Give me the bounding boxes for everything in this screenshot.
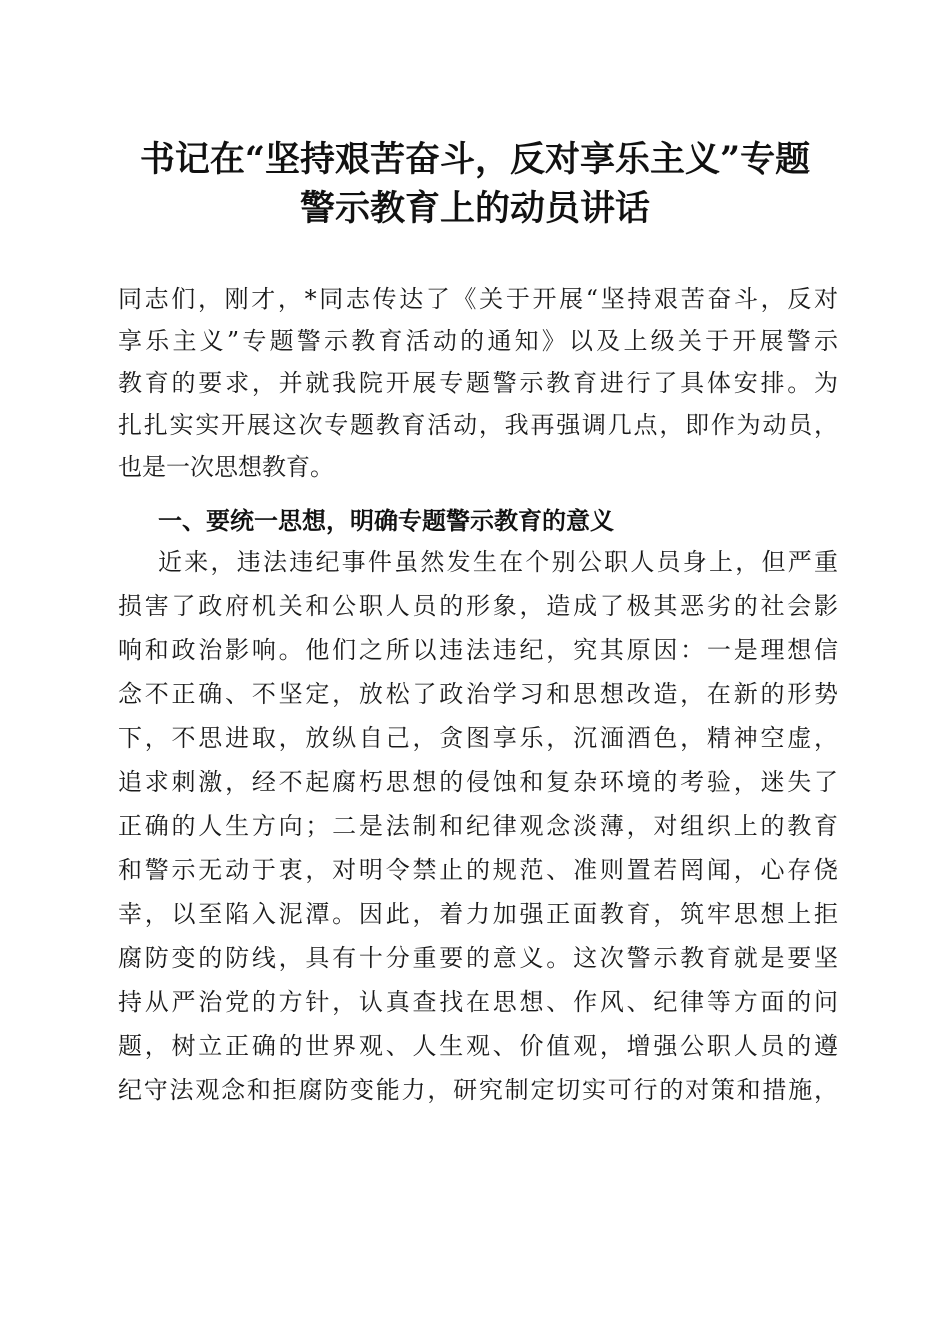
section-1-line-2: 损害了政府机关和公职人员的形象，造成了极其恶劣的社会影 bbox=[118, 592, 838, 620]
intro-line-4: 扎扎实实开展这次专题教育活动，我再强调几点，即作为动员， bbox=[118, 411, 838, 439]
section-1-line-10: 腐防变的防线，具有十分重要的意义。这次警示教育就是要坚 bbox=[118, 944, 838, 972]
section-1-line-5: 下，不思进取，放纵自己，贪图享乐，沉湎酒色，精神空虚， bbox=[118, 724, 838, 752]
section-1-line-3: 响和政治影响。他们之所以违法违纪，究其原因：一是理想信 bbox=[118, 636, 838, 664]
section-1-line-13: 纪守法观念和拒腐防变能力，研究制定切实可行的对策和措施， bbox=[118, 1076, 838, 1104]
section-1-line-11: 持从严治党的方针，认真查找在思想、作风、纪律等方面的问 bbox=[118, 988, 838, 1016]
section-1-line-8: 和警示无动于衷，对明令禁止的规范、准则置若罔闻，心存侥 bbox=[118, 856, 838, 884]
section-1-line-6: 追求刺激，经不起腐朽思想的侵蚀和复杂环境的考验，迷失了 bbox=[118, 768, 838, 796]
intro-line-5: 也是一次思想教育。 bbox=[118, 453, 334, 481]
section-1-line-12: 题，树立正确的世界观、人生观、价值观，增强公职人员的遵 bbox=[118, 1032, 838, 1060]
section-1-line-7: 正确的人生方向；二是法制和纪律观念淡薄，对组织上的教育 bbox=[118, 812, 838, 840]
document-title-line-1: 书记在“坚持艰苦奋斗，反对享乐主义”专题 bbox=[139, 139, 811, 180]
intro-line-1: 同志们，刚才，*同志传达了《关于开展“坚持艰苦奋斗，反对 bbox=[118, 285, 838, 313]
intro-line-3: 教育的要求，并就我院开展专题警示教育进行了具体安排。为 bbox=[118, 369, 838, 397]
section-1-line-1: 近来，违法违纪事件虽然发生在个别公职人员身上，但严重 bbox=[158, 548, 838, 576]
intro-line-2: 享乐主义”专题警示教育活动的通知》以及上级关于开展警示 bbox=[118, 327, 838, 355]
section-1-line-9: 幸，以至陷入泥潭。因此，着力加强正面教育，筑牢思想上拒 bbox=[118, 900, 838, 928]
section-1-heading: 一、要统一思想，明确专题警示教育的意义 bbox=[158, 507, 614, 535]
section-1-line-4: 念不正确、不坚定，放松了政治学习和思想改造，在新的形势 bbox=[118, 680, 838, 708]
document-title-line-2: 警示教育上的动员讲话 bbox=[299, 188, 650, 229]
